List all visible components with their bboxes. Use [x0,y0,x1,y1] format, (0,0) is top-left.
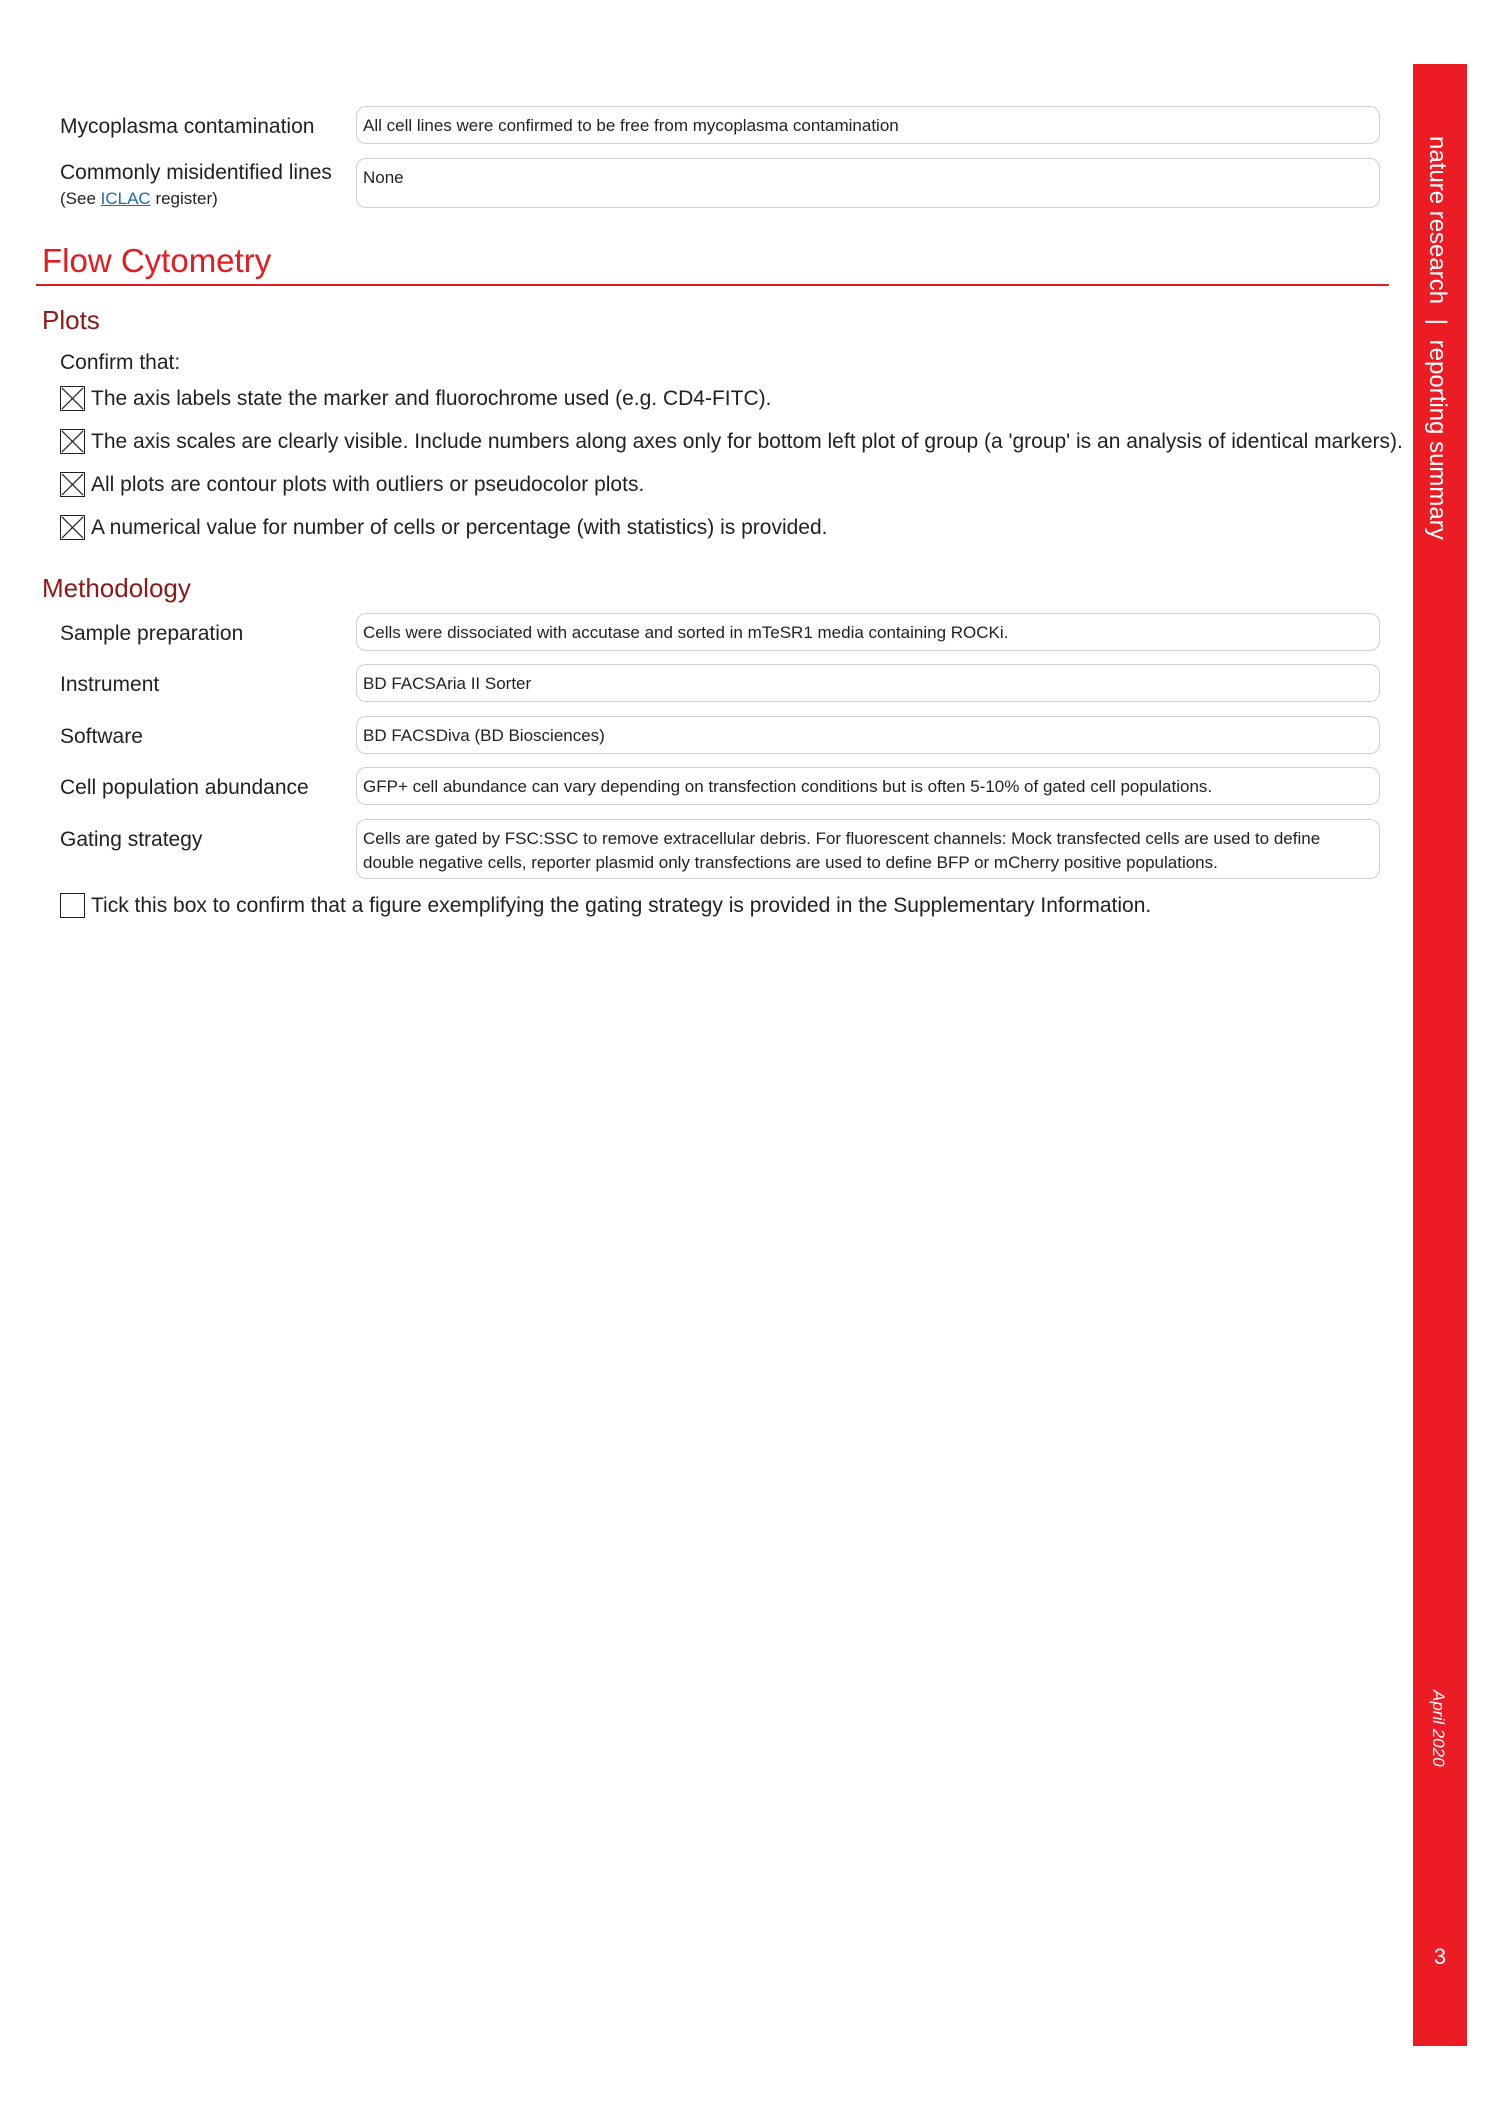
gating-figure-confirm[interactable] [60,893,1151,918]
plot-check-item[interactable] [60,429,1403,454]
sublabel-prefix: (See [60,189,101,208]
instrument-field[interactable]: BD FACSAria II Sorter [356,664,1380,702]
sidebar [1413,64,1467,2046]
confirm-label: Confirm that: [60,351,181,374]
plot-check-text: A numerical value for number of cells or percentage (with statistics) is provided. [91,515,828,539]
mycoplasma-field[interactable]: All cell lines were confirmed to be free from mycoplasma contamination [356,106,1380,144]
cell-population-abundance-field[interactable]: GFP+ cell abundance can vary depending on transfection conditions but is often 5-10% of gated cell populations. [356,767,1380,805]
misidentified-sublabel [60,187,332,211]
unchecked-checkbox-icon[interactable] [60,893,85,918]
plot-check-item[interactable] [60,386,771,411]
plot-check-item[interactable] [60,472,644,497]
brand-name: nature research [1424,136,1451,305]
sample-preparation-field[interactable]: Cells were dissociated with accutase and sorted in mTeSR1 media containing ROCKi. [356,613,1380,651]
sidebar-date: April 2020 [1429,1690,1448,1767]
plot-check-text: All plots are contour plots with outliers or pseudocolor plots. [91,472,645,496]
gating-figure-confirm-text: Tick this box to confirm that a figure exemplifying the gating strategy is provided in the Supplementary Information. [91,893,1152,917]
checked-checkbox-icon[interactable] [60,386,85,411]
subsection-title-methodology: Methodology [42,573,191,603]
plot-check-text: The axis scales are clearly visible. Include numbers along axes only for bottom left plot of group (a 'group' is an analysis of identical markers). [91,429,1403,453]
subsection-title-plots: Plots [42,305,100,335]
sample-preparation-label: Sample preparation [60,622,244,645]
instrument-label: Instrument [60,673,160,696]
misidentified-label-group [60,161,332,211]
sidebar-brand-title [1423,136,1451,540]
page-number: 3 [1433,1944,1447,1969]
cell-population-abundance-label: Cell population abundance [60,776,309,799]
checked-checkbox-icon[interactable] [60,429,85,454]
plot-check-item[interactable] [60,515,828,540]
misidentified-label: Commonly misidentified lines [60,161,332,184]
document-type: reporting summary [1424,339,1451,540]
misidentified-field[interactable]: None [356,158,1380,208]
checked-checkbox-icon[interactable] [60,472,85,497]
software-label: Software [60,725,143,748]
checked-checkbox-icon[interactable] [60,515,85,540]
section-title-flow-cytometry: Flow Cytometry [42,242,272,279]
software-field[interactable]: BD FACSDiva (BD Biosciences) [356,716,1380,754]
mycoplasma-label: Mycoplasma contamination [60,115,315,138]
gating-strategy-field[interactable]: Cells are gated by FSC:SSC to remove extracellular debris. For fluorescent channels: Mock transfected cells are used to define double negative cells, reporter plasmid only transfections are used to define BFP or mCherry positive populations. [356,819,1380,879]
section-divider [36,284,1389,286]
sublabel-suffix: register) [150,189,218,208]
gating-strategy-label: Gating strategy [60,828,203,851]
brand-separator: | [1424,318,1451,325]
iclac-link[interactable]: ICLAC [100,189,151,208]
plot-check-text: The axis labels state the marker and fluorochrome used (e.g. CD4-FITC). [91,386,772,410]
